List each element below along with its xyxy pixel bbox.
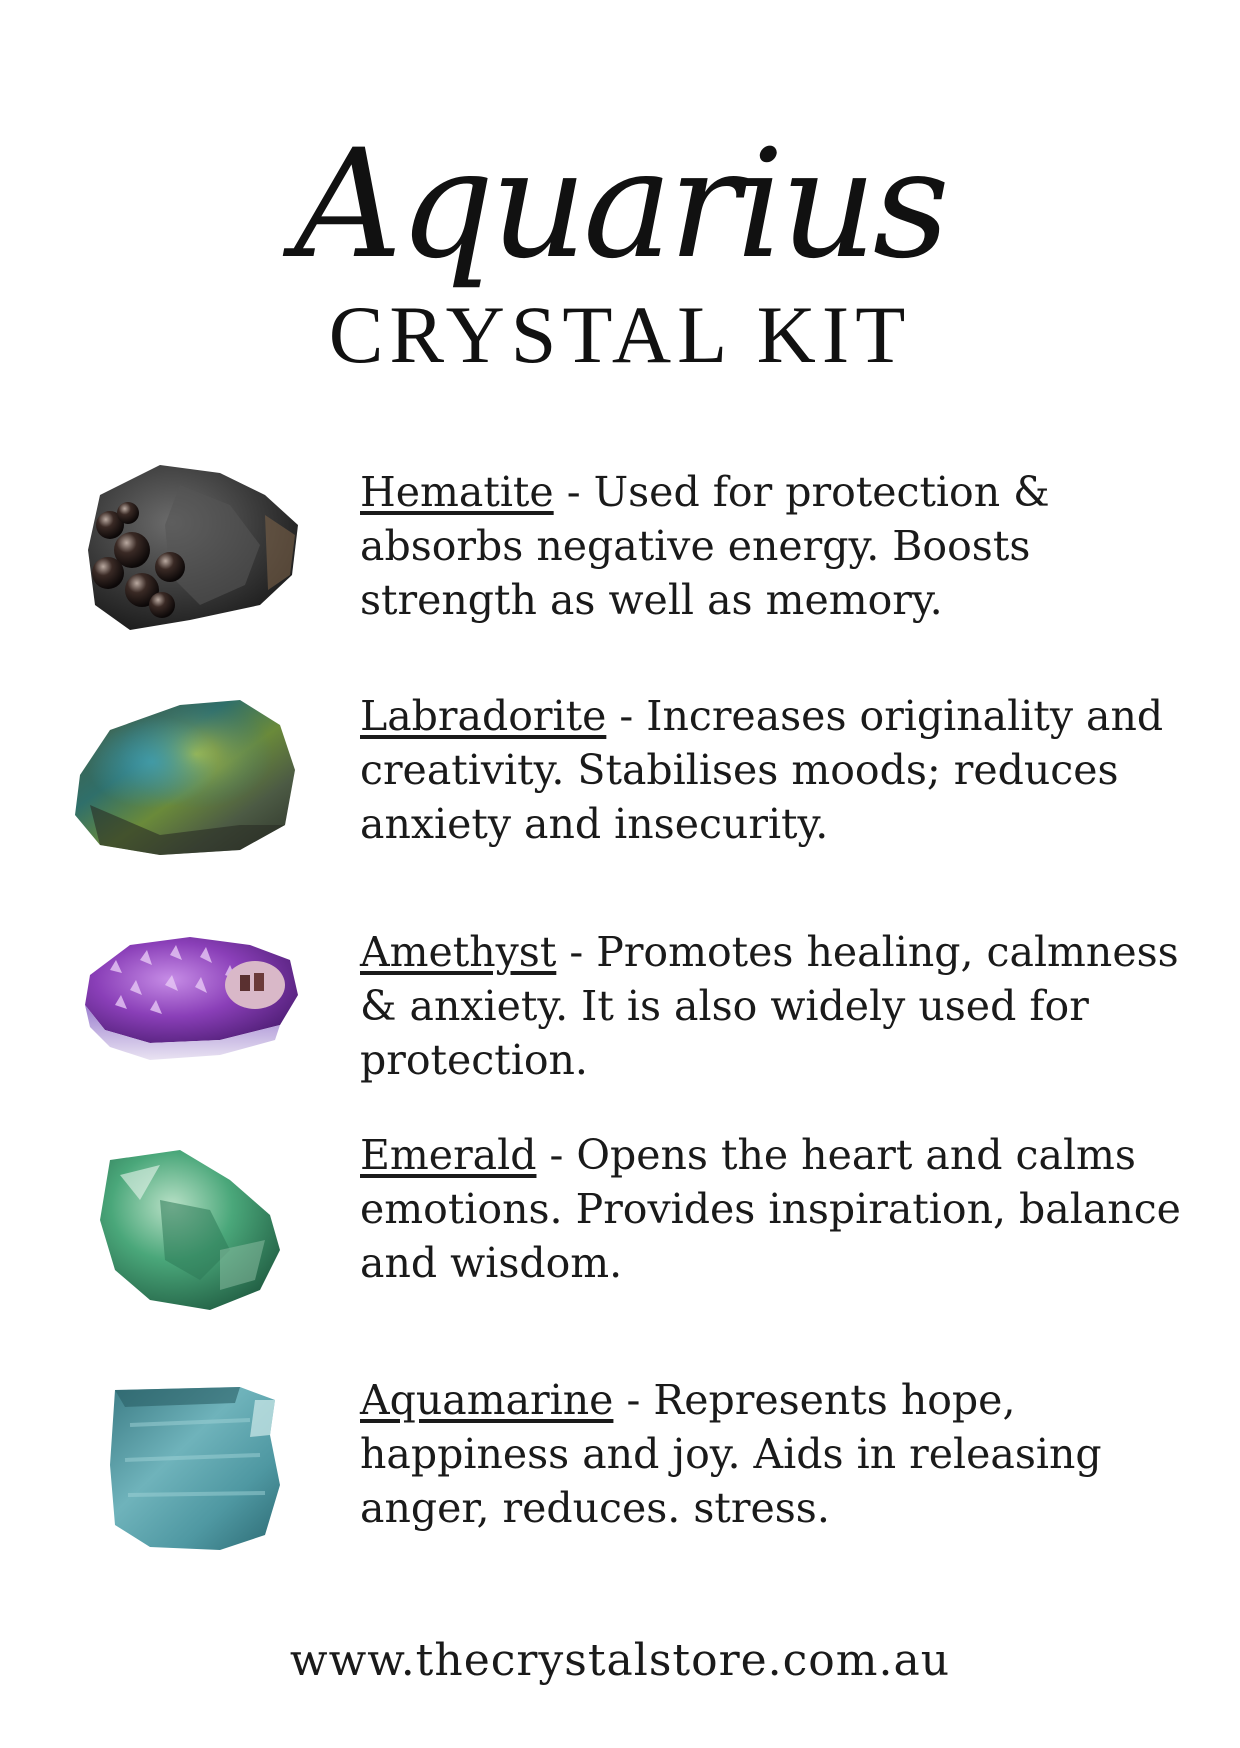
crystal-name-hematite: Hematite [360, 468, 554, 516]
crystal-item-hematite [0, 455, 1240, 655]
website-link[interactable]: www.thecrystalstore.com.au [289, 1635, 951, 1686]
page-subtitle: CRYSTAL KIT [328, 289, 912, 380]
crystal-description [360, 1128, 1200, 1290]
crystal-description [360, 925, 1200, 1087]
crystal-text-labradorite: - Increases originality and creativity. Stabilises moods; reduces anxiety and insecurity. [360, 692, 1164, 848]
crystal-item-labradorite [0, 685, 1240, 885]
labradorite-stone-image [70, 685, 300, 875]
crystal-name-aquamarine: Aquamarine [360, 1376, 614, 1424]
crystal-text-emerald: - Opens the heart and calms emotions. Provides inspiration, balance and wisdom. [360, 1131, 1181, 1287]
crystal-description [360, 1373, 1200, 1535]
crystal-text-aquamarine: - Represents hope, happiness and joy. Aids in releasing anger, reduces. stress. [360, 1376, 1102, 1532]
hematite-stone-image [70, 455, 300, 645]
script-title: Aquarius [294, 118, 946, 292]
aquamarine-stone-image [70, 1375, 300, 1565]
crystal-item-emerald [0, 1131, 1240, 1340]
emerald-stone-image [70, 1140, 300, 1330]
crystal-text-hematite: - Used for protection & absorbs negative energy. Boosts strength as well as memory. [360, 468, 1050, 624]
crystal-item-amethyst [0, 915, 1240, 1115]
crystal-name-amethyst: Amethyst [360, 928, 557, 976]
crystal-description [360, 689, 1200, 851]
amethyst-stone-image [70, 915, 300, 1105]
crystal-name-labradorite: Labradorite [360, 692, 607, 740]
crystal-text-amethyst: - Promotes healing, calmness & anxiety. It is also widely used for protection. [360, 928, 1179, 1084]
crystal-description [360, 465, 1200, 627]
crystal-name-emerald: Emerald [360, 1131, 537, 1179]
crystal-item-aquamarine [0, 1375, 1240, 1575]
